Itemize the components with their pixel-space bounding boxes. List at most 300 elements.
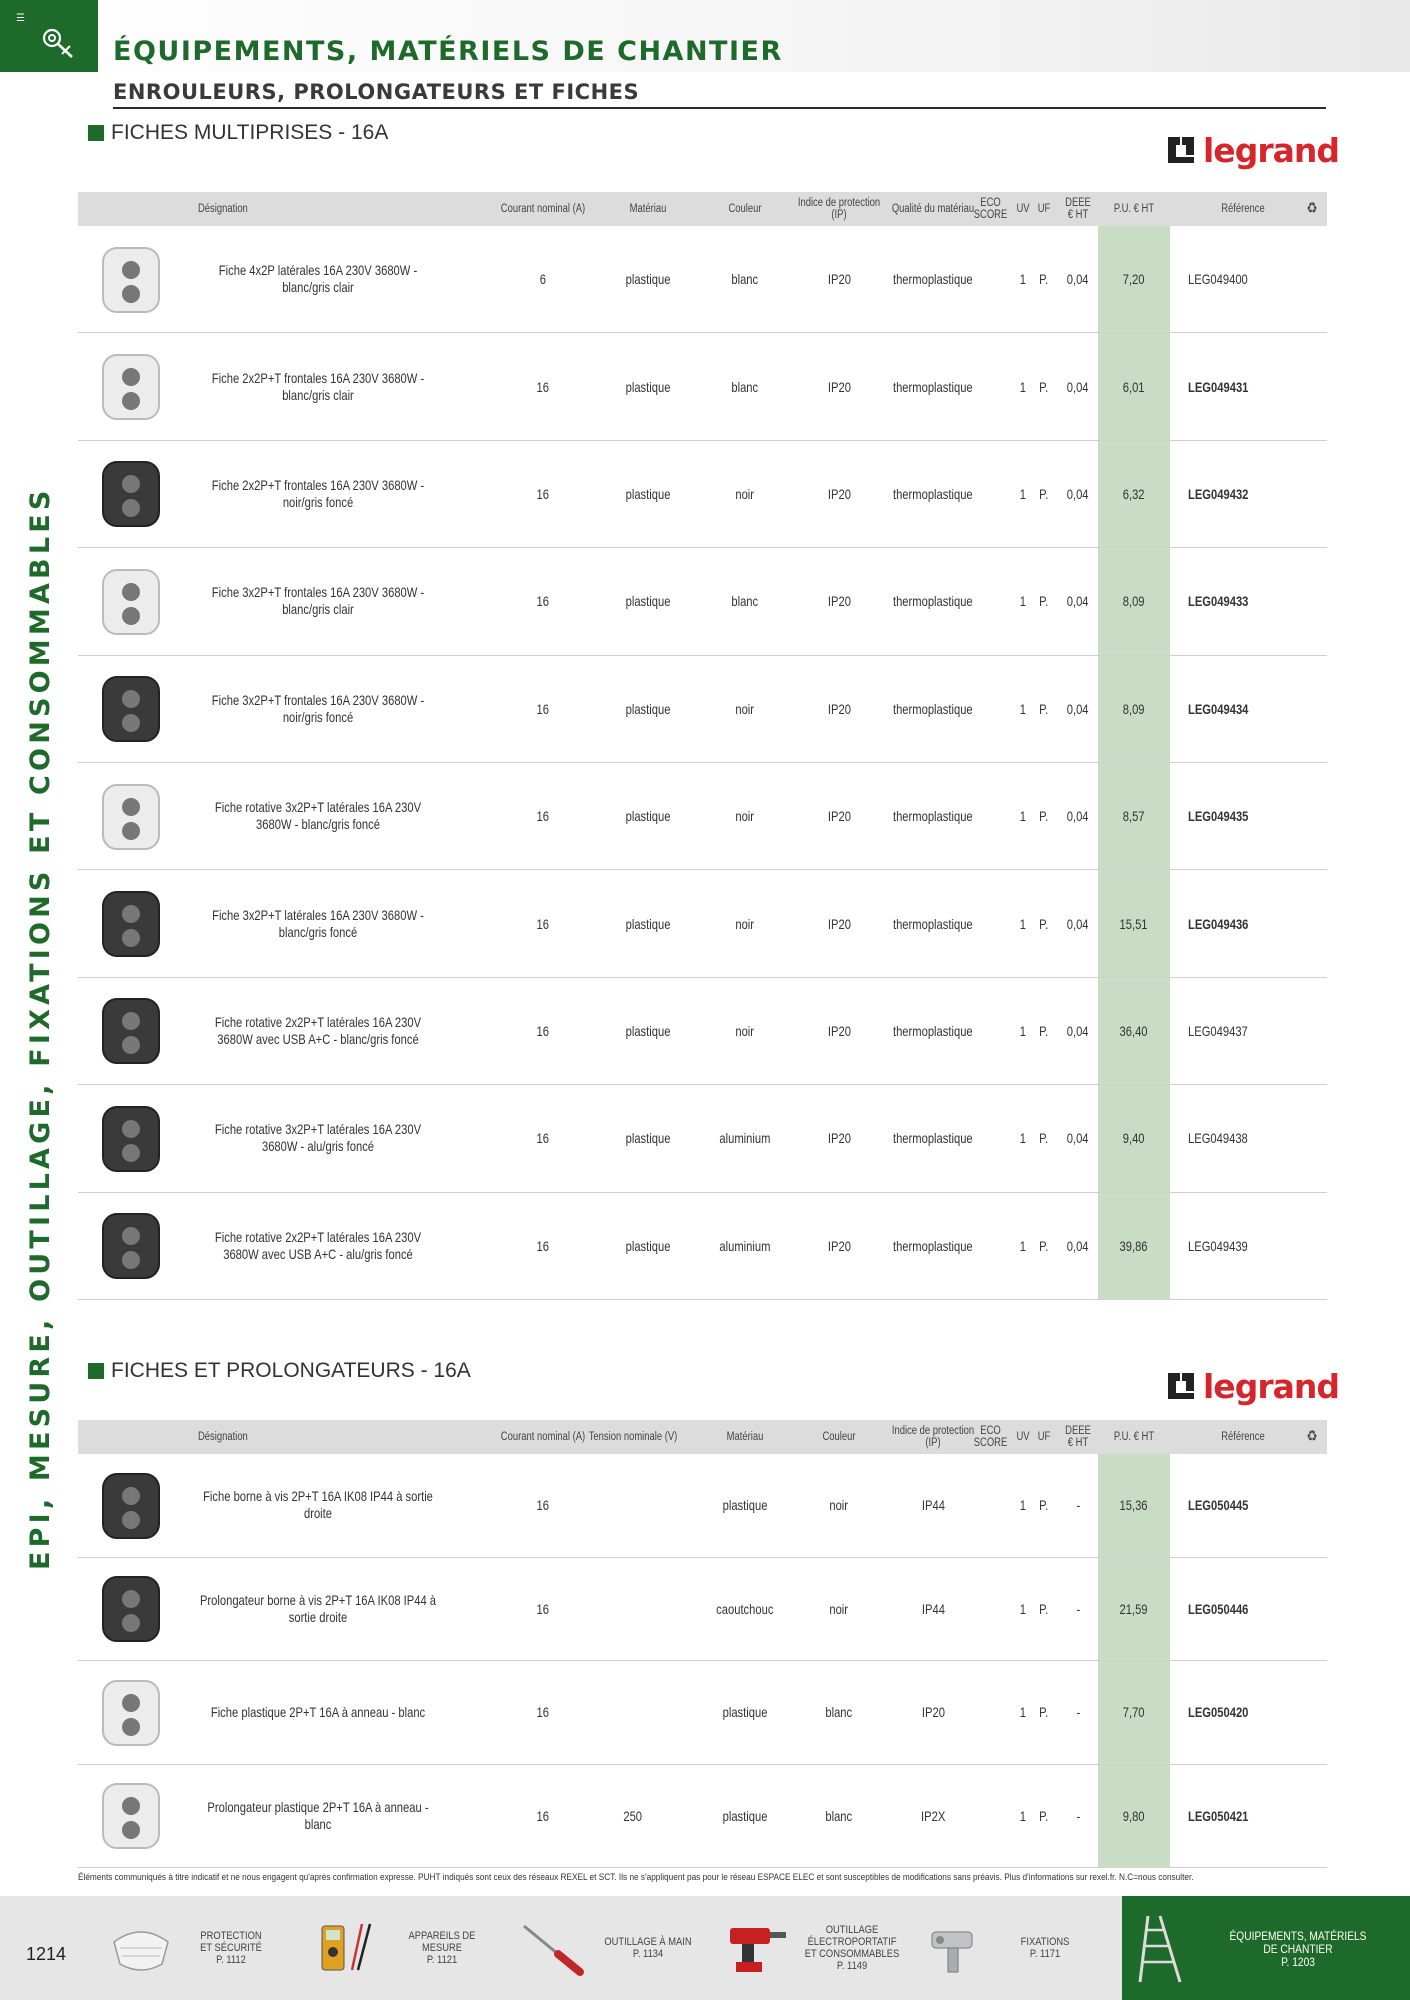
footer-nav-mesure[interactable] — [312, 1896, 512, 2000]
cell-uv — [1013, 441, 1033, 547]
cell-courant-text: 16 — [536, 700, 550, 717]
col-courant: Courant nominal (A) — [500, 203, 586, 215]
cell-courant — [488, 656, 598, 762]
table-row[interactable] — [78, 1661, 1327, 1765]
cell-qualite-text: thermoplastique — [893, 808, 973, 825]
cell-designation-text: Fiche 3x2P+T frontales 16A 230V 3680W - noir/gris foncé — [211, 691, 425, 725]
cell-materiau — [700, 1454, 790, 1557]
cell-deee — [1058, 441, 1098, 547]
cell-deee — [1058, 1193, 1098, 1299]
cell-reference-text: LEG049432 — [1188, 485, 1249, 502]
cell-designation-text: Fiche rotative 3x2P+T latérales 16A 230V 3680W - alu/gris foncé — [214, 1121, 422, 1155]
cell-uf — [1033, 1661, 1055, 1764]
section1-title — [88, 121, 388, 145]
cell-uf — [1033, 1765, 1055, 1868]
cell-uv-text: 1 — [1019, 271, 1027, 288]
cell-designation — [198, 226, 498, 332]
cell-qualite-text: thermoplastique — [893, 700, 973, 717]
cell-prix-text: 8,09 — [1123, 700, 1145, 717]
col-uv: UV — [1016, 203, 1030, 215]
cell-qualite-text: thermoplastique — [893, 915, 973, 932]
cell-courant-text: 16 — [536, 1704, 550, 1721]
cell-ip-text: IP20 — [827, 485, 851, 502]
cell-materiau — [700, 1661, 790, 1764]
nav-label-line: APPAREILS DE MESURE — [408, 1930, 476, 1954]
nav-label-page: P. 1171 — [1029, 1948, 1061, 1960]
cell-prix — [1098, 1085, 1170, 1191]
screwdriver-icon — [518, 1918, 588, 1978]
cell-reference-text: LEG049434 — [1188, 700, 1249, 717]
cell-uv-text: 1 — [1019, 1600, 1027, 1617]
col-materiau: Matériau — [629, 203, 667, 215]
cell-uf-text: P. — [1039, 1130, 1049, 1147]
cell-couleur — [700, 226, 790, 332]
cell-uv — [1013, 656, 1033, 762]
cell-reference-text: LEG049438 — [1188, 1130, 1248, 1147]
cell-uv-text: 1 — [1019, 1704, 1027, 1721]
cell-tension — [578, 1765, 688, 1868]
nav-label-page: P. 1203 — [1281, 1955, 1315, 1969]
section2-title — [88, 1359, 471, 1383]
cell-deee — [1058, 333, 1098, 439]
cell-deee — [1058, 870, 1098, 976]
product-image — [86, 763, 176, 870]
cell-uv-text: 1 — [1019, 593, 1027, 610]
cell-couleur — [700, 1085, 790, 1191]
cell-materiau-text: plastique — [625, 1022, 671, 1039]
product-image — [86, 1661, 176, 1765]
cell-deee — [1058, 763, 1098, 869]
cell-reference — [1188, 226, 1298, 332]
cell-uv — [1013, 763, 1033, 869]
cell-deee-text: 0,04 — [1067, 485, 1089, 502]
cell-prix — [1098, 1765, 1170, 1868]
cell-ip-text: IP20 — [827, 700, 851, 717]
cell-uf — [1033, 226, 1055, 332]
cell-uf-text: P. — [1039, 1497, 1049, 1514]
col-tension: Tension nominale (V) — [588, 1431, 678, 1443]
nav-label-page: P. 1134 — [632, 1948, 664, 1960]
col-uf: UF — [1037, 1431, 1051, 1443]
cell-reference-text: LEG050420 — [1188, 1704, 1249, 1721]
nav-label-line: ET SÉCURITÉ — [200, 1942, 262, 1954]
cell-materiau-text: plastique — [625, 378, 671, 395]
cell-uf — [1033, 978, 1055, 1084]
cell-uf-text: P. — [1039, 1807, 1049, 1824]
cell-designation — [198, 978, 498, 1084]
cell-reference — [1188, 1765, 1298, 1868]
product-thumbnail-icon — [89, 1671, 173, 1755]
product-image — [86, 1558, 176, 1662]
col-reference: Référence — [1221, 203, 1265, 215]
product-thumbnail-icon — [89, 452, 173, 536]
cell-uv — [1013, 1085, 1033, 1191]
eco-recycle-icon: ♻ — [1306, 200, 1318, 217]
cell-couleur-text: noir — [735, 485, 755, 502]
page-number: 1214 — [26, 1944, 67, 1964]
table-row[interactable] — [78, 656, 1327, 763]
cell-prix-text: 36,40 — [1119, 1022, 1149, 1039]
cell-prix — [1098, 548, 1170, 654]
nav-label-line: DE CHANTIER — [1263, 1942, 1333, 1956]
col-prix: P.U. € HT — [1113, 203, 1155, 215]
cell-courant-text: 16 — [536, 808, 550, 825]
nav-label-line: FIXATIONS — [1020, 1936, 1070, 1948]
cell-uv-text: 1 — [1019, 485, 1027, 502]
cell-prix-text: 15,36 — [1119, 1497, 1149, 1514]
cell-uf-text: P. — [1039, 485, 1049, 502]
cell-prix — [1098, 333, 1170, 439]
cell-couleur-text: noir — [735, 808, 755, 825]
cell-uv — [1013, 1454, 1033, 1557]
cell-designation — [198, 1193, 498, 1299]
cell-materiau — [608, 656, 688, 762]
cell-courant — [488, 548, 598, 654]
cell-couleur-text: blanc — [731, 378, 759, 395]
cell-materiau-text: plastique — [625, 1237, 671, 1254]
table-row[interactable] — [78, 1454, 1327, 1558]
cell-ip-text: IP20 — [827, 915, 851, 932]
product-thumbnail-icon — [89, 238, 173, 322]
table-body — [78, 226, 1327, 1300]
table-row[interactable] — [78, 226, 1327, 333]
col-designation: Désignation — [198, 203, 248, 215]
table-row[interactable] — [78, 978, 1327, 1085]
cell-qualite — [878, 548, 988, 654]
cell-materiau — [608, 870, 688, 976]
cell-reference-text: LEG049436 — [1188, 915, 1249, 932]
cell-designation-text: Fiche rotative 3x2P+T latérales 16A 230V 3680W - blanc/gris foncé — [214, 799, 422, 833]
product-image — [86, 656, 176, 763]
cell-couleur — [700, 763, 790, 869]
cell-couleur — [700, 870, 790, 976]
product-image — [86, 870, 176, 977]
cell-materiau-text: plastique — [722, 1704, 768, 1721]
col-couleur: Couleur — [728, 203, 762, 215]
cell-designation-text: Prolongateur plastique 2P+T 16A à anneau - blanc — [207, 1798, 429, 1832]
legrand-logo-mark — [1166, 1371, 1196, 1401]
page-subtitle: ENROULEURS, PROLONGATEURS ET FICHES — [113, 80, 640, 104]
cell-couleur — [700, 978, 790, 1084]
cell-couleur-text: noir — [735, 700, 755, 717]
col-designation: Désignation — [198, 1431, 248, 1443]
cell-prix-text: 9,80 — [1123, 1807, 1145, 1824]
cell-qualite-text: thermoplastique — [893, 593, 973, 610]
cell-ip-text: IP20 — [827, 1237, 851, 1254]
cell-reference — [1188, 1454, 1298, 1557]
product-thumbnail-icon — [89, 1204, 173, 1288]
cell-reference — [1188, 1558, 1298, 1661]
cell-prix — [1098, 1193, 1170, 1299]
footer-nav-protection[interactable] — [106, 1896, 306, 2000]
cell-prix-text: 21,59 — [1119, 1600, 1149, 1617]
cell-reference — [1188, 441, 1298, 547]
cell-designation — [198, 1085, 498, 1191]
col-prix: P.U. € HT — [1113, 1431, 1155, 1443]
cell-uv — [1013, 333, 1033, 439]
cell-couleur-text: aluminium — [719, 1237, 771, 1254]
cell-reference-text: LEG049437 — [1188, 1022, 1248, 1039]
cell-deee-text: 0,04 — [1067, 700, 1089, 717]
clamp-icon — [920, 1918, 990, 1978]
cell-deee-text: 0,04 — [1067, 1237, 1089, 1254]
cell-courant-text: 16 — [536, 1022, 550, 1039]
cell-materiau-text: caoutchouc — [716, 1600, 774, 1617]
cell-uf-text: P. — [1039, 1022, 1049, 1039]
table-header — [78, 1420, 1327, 1454]
table-multiprises — [78, 192, 1327, 1300]
cell-reference-text: LEG049435 — [1188, 808, 1249, 825]
cell-uf-text: P. — [1039, 915, 1049, 932]
cell-designation-text: Fiche 3x2P+T latérales 16A 230V 3680W - blanc/gris foncé — [212, 906, 424, 940]
subtitle-rule — [113, 107, 1326, 109]
table-row[interactable] — [78, 441, 1327, 548]
cell-designation — [198, 1765, 498, 1868]
section-bullet — [88, 1363, 104, 1379]
cell-courant-text: 16 — [536, 1237, 550, 1254]
cell-deee — [1058, 226, 1098, 332]
section-tab[interactable] — [0, 0, 98, 72]
cell-designation-text: Prolongateur borne à vis 2P+T 16A IK08 IP44 à sortie droite — [199, 1591, 437, 1625]
nav-label-line: ÉLECTROPORTATIF — [807, 1936, 897, 1948]
cell-courant-text: 16 — [536, 915, 550, 932]
cell-prix-text: 9,40 — [1123, 1130, 1145, 1147]
cell-uf — [1033, 763, 1055, 869]
cell-uf — [1033, 441, 1055, 547]
cell-materiau — [608, 548, 688, 654]
product-image — [86, 1765, 176, 1869]
footnote-disclaimer: Éléments communiqués à titre indicatif et ne nous engagent qu'après confirmation expresse. PUHT indiqués sont ceux des réseaux REXEL et SCT. Ils ne s'appliquent pas pour le réseau ESPACE ELEC et sont susceptibles de modifications sans préavis. Plus d'informations sur rexel.fr. N.C=nous consulter. — [78, 1872, 1194, 1883]
cell-uv-text: 1 — [1019, 378, 1027, 395]
cell-deee-text: 0,04 — [1067, 808, 1089, 825]
cell-courant-text: 16 — [536, 378, 550, 395]
cell-couleur-text: aluminium — [719, 1130, 771, 1147]
cell-couleur — [700, 333, 790, 439]
cell-reference-text: LEG050421 — [1188, 1807, 1249, 1824]
cell-qualite-text: thermoplastique — [893, 271, 973, 288]
cell-tension — [578, 1558, 688, 1661]
cell-deee-text: - — [1076, 1497, 1080, 1514]
cell-uf-text: P. — [1039, 1600, 1049, 1617]
cell-couleur — [700, 656, 790, 762]
cell-prix — [1098, 978, 1170, 1084]
cell-prix-text: 6,01 — [1123, 378, 1145, 395]
cell-courant-text: 16 — [536, 1600, 550, 1617]
cell-uv — [1013, 1193, 1033, 1299]
cell-uf-text: P. — [1039, 378, 1049, 395]
table-header — [78, 192, 1327, 226]
table-row[interactable] — [78, 1765, 1327, 1869]
nav-label-line: ET CONSOMMABLES — [804, 1948, 900, 1960]
cell-couleur — [794, 1661, 884, 1764]
cell-materiau-text: plastique — [625, 593, 671, 610]
cell-materiau-text: plastique — [625, 808, 671, 825]
cell-designation — [198, 333, 498, 439]
cell-reference-text: LEG049433 — [1188, 593, 1249, 610]
col-uv: UV — [1016, 1431, 1030, 1443]
col-courant: Courant nominal (A) — [500, 1431, 586, 1443]
product-thumbnail-icon — [89, 1097, 173, 1181]
cell-courant — [488, 226, 598, 332]
table-row[interactable] — [78, 1193, 1327, 1300]
cell-tension-text: 250 — [623, 1807, 643, 1824]
cell-ip — [878, 1661, 988, 1764]
cell-uf — [1033, 1558, 1055, 1661]
cell-reference — [1188, 656, 1298, 762]
cell-couleur-text: blanc — [825, 1807, 853, 1824]
cell-uv — [1013, 1661, 1033, 1764]
cell-couleur — [700, 1193, 790, 1299]
cell-ip-text: IP20 — [827, 1130, 851, 1147]
table-row[interactable] — [78, 548, 1327, 655]
cell-courant — [488, 441, 598, 547]
cell-uv-text: 1 — [1019, 915, 1027, 932]
footer-nav-equipements-active[interactable] — [1122, 1896, 1410, 2000]
table-row[interactable] — [78, 763, 1327, 870]
nav-label-line: OUTILLAGE — [825, 1924, 879, 1936]
cell-materiau — [608, 1085, 688, 1191]
cell-designation — [198, 656, 498, 762]
cell-deee — [1058, 1085, 1098, 1191]
product-thumbnail-icon — [89, 882, 173, 966]
cell-designation-text: Fiche rotative 2x2P+T latérales 16A 230V 3680W avec USB A+C - alu/gris foncé — [214, 1228, 422, 1262]
cell-reference — [1188, 1661, 1298, 1764]
cell-courant-text: 16 — [536, 1130, 550, 1147]
cell-prix — [1098, 1661, 1170, 1764]
section2-title-text: FICHES ET PROLONGATEURS - 16A — [111, 1359, 471, 1382]
side-category-label: EPI, MESURE, OUTILLAGE, FIXATIONS ET CONSOMMABLES — [25, 486, 56, 1570]
cell-ip-text: IP20 — [827, 1022, 851, 1039]
cell-qualite-text: thermoplastique — [893, 485, 973, 502]
cell-uf-text: P. — [1039, 1237, 1049, 1254]
cell-uv-text: 1 — [1019, 1130, 1027, 1147]
cell-ip-text: IP20 — [921, 1704, 945, 1721]
product-image — [86, 1085, 176, 1192]
cell-designation-text: Fiche 2x2P+T frontales 16A 230V 3680W - blanc/gris clair — [211, 369, 425, 403]
cell-uv — [1013, 548, 1033, 654]
cell-uf — [1033, 1085, 1055, 1191]
cell-reference — [1188, 1193, 1298, 1299]
cell-materiau-text: plastique — [625, 915, 671, 932]
cell-designation — [198, 870, 498, 976]
table-row[interactable] — [78, 1085, 1327, 1192]
cell-courant — [488, 333, 598, 439]
nav-label-page: P. 1112 — [216, 1954, 246, 1966]
footer-nav-fixations[interactable] — [920, 1896, 1120, 2000]
cell-uf-text: P. — [1039, 271, 1049, 288]
product-thumbnail-icon — [89, 1464, 173, 1548]
nav-label-page: P. 1149 — [836, 1960, 868, 1972]
cell-couleur-text: noir — [829, 1600, 849, 1617]
cell-designation — [198, 1661, 498, 1764]
cell-couleur — [794, 1454, 884, 1557]
cell-prix-text: 7,20 — [1123, 271, 1145, 288]
footer-nav-outillage-main[interactable] — [518, 1896, 718, 2000]
cell-prix — [1098, 870, 1170, 976]
cell-courant — [488, 870, 598, 976]
menu-icon: ☰ — [16, 13, 25, 24]
cell-designation — [198, 1558, 498, 1661]
cell-deee — [1058, 978, 1098, 1084]
cell-prix-text: 8,57 — [1123, 808, 1145, 825]
cell-materiau-text: plastique — [625, 700, 671, 717]
cell-uf — [1033, 1193, 1055, 1299]
table-row[interactable] — [78, 333, 1327, 440]
col-deee: DEEE € HT — [1065, 1425, 1091, 1449]
cell-ip — [878, 1454, 988, 1557]
table-row[interactable] — [78, 870, 1327, 977]
cell-designation-text: Fiche rotative 2x2P+T latérales 16A 230V 3680W avec USB A+C - blanc/gris foncé — [214, 1013, 422, 1047]
cell-materiau-text: plastique — [625, 1130, 671, 1147]
cell-reference — [1188, 333, 1298, 439]
cell-courant — [488, 1085, 598, 1191]
cell-prix — [1098, 1558, 1170, 1661]
cell-designation-text: Fiche 2x2P+T frontales 16A 230V 3680W - noir/gris foncé — [211, 476, 425, 510]
cell-ip-text: IP2X — [920, 1807, 946, 1824]
nav-label-line: ÉQUIPEMENTS, MATÉRIELS — [1229, 1929, 1367, 1943]
cell-reference-text: LEG049431 — [1188, 378, 1249, 395]
col-materiau: Matériau — [726, 1431, 764, 1443]
cell-ip-text: IP44 — [921, 1497, 945, 1514]
cell-courant-text: 6 — [539, 271, 547, 288]
cell-couleur-text: noir — [829, 1497, 849, 1514]
nav-label-page: P. 1121 — [426, 1954, 458, 1966]
product-image — [86, 441, 176, 548]
cell-deee-text: 0,04 — [1067, 1130, 1089, 1147]
cell-uv-text: 1 — [1019, 1022, 1027, 1039]
cell-deee — [1058, 1661, 1098, 1764]
section1-title-text: FICHES MULTIPRISES - 16A — [111, 121, 389, 144]
cell-deee-text: - — [1076, 1704, 1080, 1721]
cell-uv — [1013, 870, 1033, 976]
product-image — [86, 333, 176, 440]
product-thumbnail-icon — [89, 775, 173, 859]
cell-courant-text: 16 — [536, 593, 550, 610]
cell-deee-text: 0,04 — [1067, 378, 1089, 395]
cell-materiau — [608, 978, 688, 1084]
footer-nav-electroportatif[interactable] — [722, 1896, 922, 2000]
cell-reference — [1188, 548, 1298, 654]
cell-qualite — [878, 1085, 988, 1191]
product-image — [86, 1454, 176, 1558]
eco-recycle-icon: ♻ — [1306, 1428, 1318, 1445]
cell-deee — [1058, 1765, 1098, 1868]
cell-designation-text: Fiche 3x2P+T frontales 16A 230V 3680W - blanc/gris clair — [211, 584, 425, 618]
product-thumbnail-icon — [89, 345, 173, 429]
table-row[interactable] — [78, 1558, 1327, 1662]
col-deee: DEEE € HT — [1065, 197, 1091, 221]
cell-ip-text: IP20 — [827, 808, 851, 825]
cell-reference — [1188, 1085, 1298, 1191]
cell-uf — [1033, 1454, 1055, 1557]
cell-uf — [1033, 548, 1055, 654]
cell-qualite-text: thermoplastique — [893, 1022, 973, 1039]
cell-materiau — [700, 1558, 790, 1661]
cell-reference — [1188, 978, 1298, 1084]
mask-icon — [106, 1918, 176, 1978]
cell-courant-text: 16 — [536, 1807, 550, 1824]
cell-couleur-text: blanc — [731, 593, 759, 610]
cell-prix — [1098, 656, 1170, 762]
cell-qualite — [878, 333, 988, 439]
product-thumbnail-icon — [89, 1567, 173, 1651]
cell-deee-text: 0,04 — [1067, 1022, 1089, 1039]
cell-prix-text: 15,51 — [1119, 915, 1149, 932]
cell-deee — [1058, 1558, 1098, 1661]
cell-couleur-text: noir — [735, 915, 755, 932]
tools-icon — [40, 26, 76, 60]
col-eco: ECO SCORE — [973, 197, 1008, 221]
